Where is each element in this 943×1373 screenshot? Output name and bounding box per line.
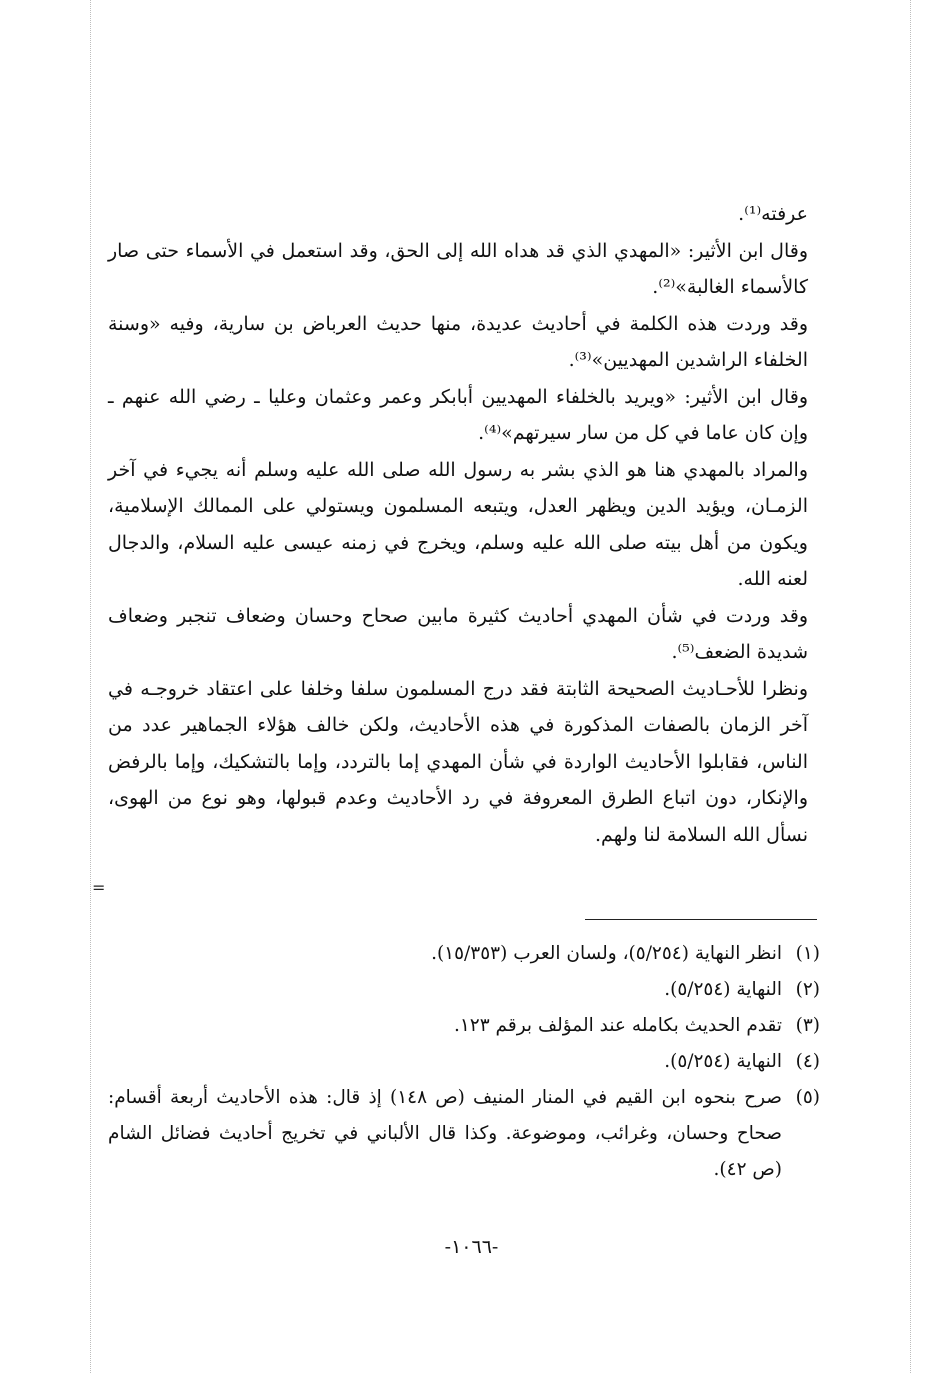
- footnote-text: انظر النهاية (٥/٢٥٤)، ولسان العرب (١٥/٣٥٣).: [431, 943, 782, 964]
- scan-border-left: [90, 0, 91, 1373]
- footnote-separator: [585, 919, 817, 920]
- footnote-text: النهاية (٥/٢٥٤).: [664, 979, 782, 1000]
- paragraph: وقد وردت هذه الكلمة في أحاديث عديدة، منها حديث العرباض بن سارية، وفيه «وسنة الخلفاء الراشدين المهديين»⁽³⁾.: [108, 312, 808, 371]
- paragraph: والمراد بالمهدي هنا هو الذي بشر به رسول الله صلى الله عليه وسلم أنه يجيء في آخر الزمـان، ويؤيد الدين ويظهر العدل، ويتبعه المسلمون ويستولي على الممالك الإسلامية، ويكون من أهل بيته صلى الله عليه وسلم، ويخرج في زمنه عيسى عليه السلام، والدجال لعنه الله.: [108, 458, 808, 590]
- footnote: [108, 1080, 820, 1188]
- footnote: [108, 1008, 820, 1044]
- paragraph: وقال ابن الأثير: «المهدي الذي قد هداه الله إلى الحق، وقد استعمل في الأسماء حتى صار كالأسماء الغالبة»⁽²⁾.: [108, 239, 808, 298]
- footnote: [108, 1044, 820, 1080]
- main-text: [108, 196, 808, 853]
- footnote-number: (٣): [795, 1015, 820, 1036]
- footnote-number: (١): [795, 943, 820, 964]
- paragraph: وقد وردت في شأن المهدي أحاديث كثيرة مابين صحاح وحسان وضعاف تنجبر وضعاف شديدة الضعف⁽⁵⁾.: [108, 604, 808, 663]
- footnote: [108, 972, 820, 1008]
- footnote-number: (٥): [795, 1087, 820, 1108]
- paragraph: وقال ابن الأثير: «ويريد بالخلفاء المهديين أبابكر وعمر وعثمان وعليا ـ رضي الله عنهم ـ وإن كان عاما في كل من سار سيرتهم»⁽⁴⁾.: [108, 385, 808, 444]
- footnote-text: صرح بنحوه ابن القيم في المنار المنيف (ص ١٤٨) إذ قال: هذه الأحاديث أربعة أقسام: صحاح وحسان، وغرائب، وموضوعة. وكذا قال الألباني في تخريج أحاديث فضائل الشام (ص ٤٢).: [108, 1087, 782, 1180]
- page-number: -١٠٦٦-: [444, 1236, 499, 1258]
- footnote-number: (٢): [795, 979, 820, 1000]
- scan-border-right: [910, 0, 911, 1373]
- footnote-text: تقدم الحديث بكامله عند المؤلف برقم ١٢٣.: [453, 1015, 782, 1036]
- paragraph: عرفته⁽¹⁾.: [738, 203, 808, 225]
- footnotes: [108, 936, 820, 1188]
- footnote-number: (٤): [795, 1051, 820, 1072]
- footnote-text: النهاية (٥/٢٥٤).: [664, 1051, 782, 1072]
- footnote: [108, 936, 820, 972]
- margin-mark: =: [92, 878, 106, 897]
- paragraph: ونظرا للأحـاديث الصحيحة الثابتة فقد درج المسلمون سلفا وخلفا على اعتقاد خروجـه في آخر الزمان بالصفات المذكورة في هذه الأحاديث، ولكن خالف هؤلاء الجماهير عدد من الناس، فقابلوا الأحاديث الواردة في شأن المهدي إما بالتردد، وإما بالتشكيك، وإما بالرفض والإنكار، دون اتباع الطرق المعروفة في رد الأحاديث وعدم قبولها، وهو نوع من الهوى، نسأل الله السلامة لنا ولهم.: [108, 677, 808, 846]
